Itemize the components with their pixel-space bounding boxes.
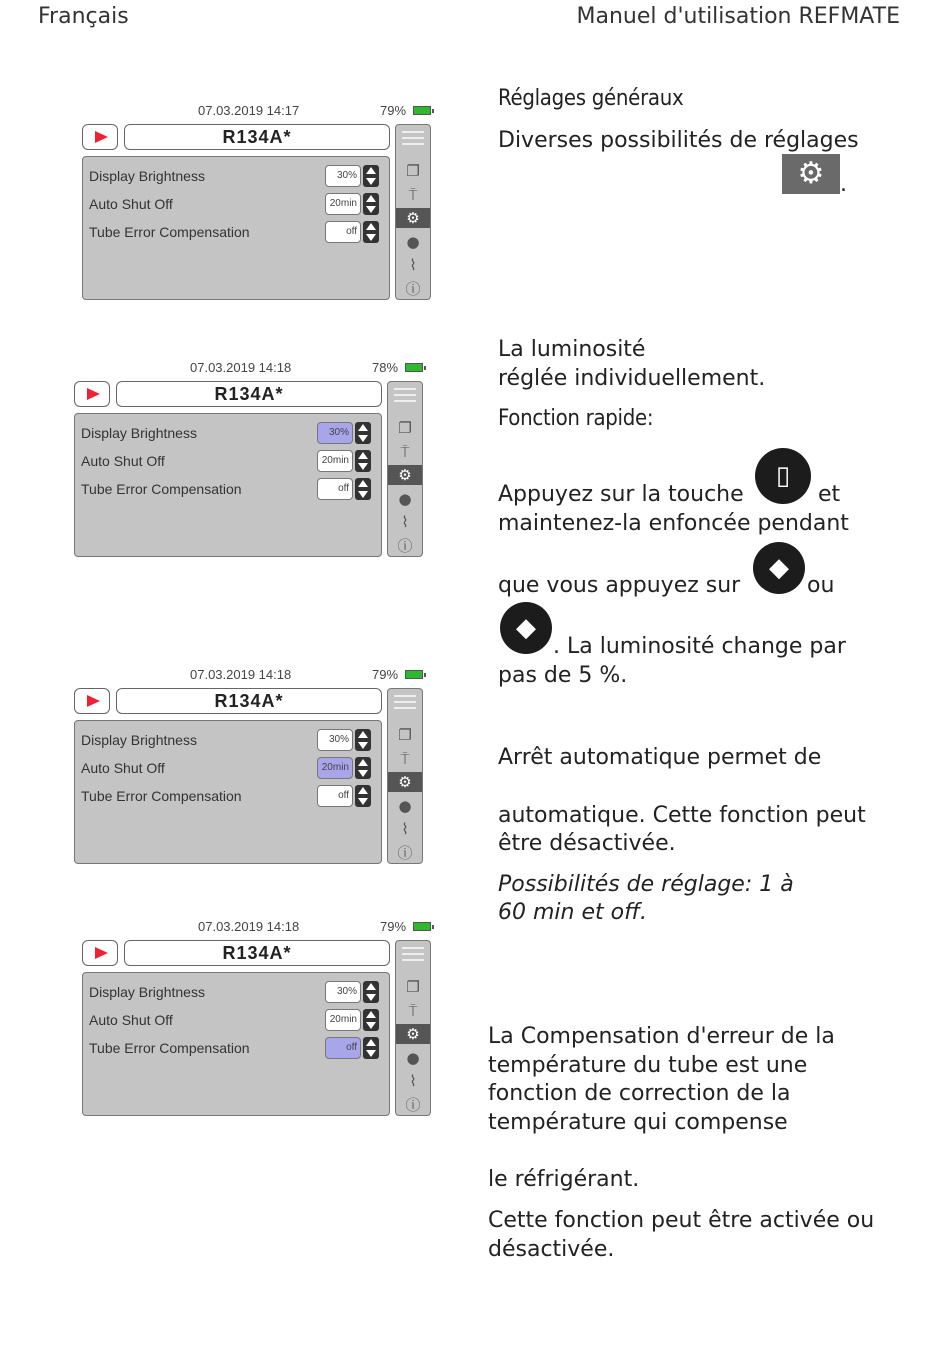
setting-value[interactable]: 30%	[325, 981, 361, 1003]
datetime: 07.03.2019 14:18	[190, 667, 292, 682]
quick-line-5: pas de 5 %.	[498, 663, 628, 688]
setting-label: Display Brightness	[81, 732, 197, 748]
setting-label: Auto Shut Off	[89, 196, 173, 212]
hose-icon[interactable]: ⌇	[401, 820, 409, 838]
setting-value[interactable]: 30%	[317, 422, 353, 444]
setting-value[interactable]: 20min	[325, 193, 361, 215]
setting-label: Display Brightness	[81, 425, 197, 441]
setting-value[interactable]: 20min	[317, 450, 353, 472]
general-settings-tail: .	[840, 172, 847, 197]
status-bar	[74, 359, 436, 377]
status-bar	[82, 918, 444, 936]
setting-row	[89, 165, 385, 187]
play-button[interactable]	[82, 124, 118, 150]
brightness-line-1: La luminosité	[498, 337, 646, 362]
setting-label: Tube Error Compensation	[89, 1040, 250, 1056]
autoshut-line-1: Arrêt automatique permet de	[498, 745, 822, 770]
sidebar	[395, 940, 431, 1116]
refrigerant-name: R134A*	[124, 940, 390, 966]
setting-value[interactable]: 30%	[317, 729, 353, 751]
pages-icon[interactable]: ❐	[406, 162, 420, 180]
general-settings-heading: Réglages généraux	[498, 86, 684, 111]
device-screen	[82, 102, 444, 312]
globe-icon[interactable]: ●	[398, 489, 412, 508]
device-screen	[82, 918, 444, 1128]
quick-line-4: . La luminosité change par	[553, 634, 846, 659]
setting-label: Display Brightness	[89, 168, 205, 184]
battery-icon	[413, 922, 431, 931]
setting-label: Auto Shut Off	[81, 760, 165, 776]
setting-value[interactable]: off	[325, 1037, 361, 1059]
setting-value[interactable]: off	[317, 478, 353, 500]
battery-percent: 78%	[372, 360, 399, 375]
setting-row	[89, 1037, 385, 1059]
spinner-arrows-icon[interactable]	[363, 193, 379, 215]
comp-line-3: fonction de correction de la	[488, 1081, 791, 1106]
globe-icon[interactable]: ●	[406, 1048, 420, 1067]
setting-label: Tube Error Compensation	[81, 788, 242, 804]
spinner-arrows-icon[interactable]	[363, 165, 379, 187]
settings-panel	[74, 413, 382, 557]
spinner-arrows-icon[interactable]	[355, 422, 371, 444]
arrow-up-down-icon: ◆	[753, 542, 805, 594]
info-icon[interactable]: ⓘ	[405, 279, 421, 298]
info-icon[interactable]: ⓘ	[397, 843, 413, 862]
datetime: 07.03.2019 14:18	[190, 360, 292, 375]
spinner-arrows-icon[interactable]	[363, 1009, 379, 1031]
spinner-arrows-icon[interactable]	[363, 981, 379, 1003]
spinner-arrows-icon[interactable]	[363, 221, 379, 243]
battery-percent: 79%	[380, 919, 407, 934]
menu-icon[interactable]	[394, 388, 416, 402]
range-line-1: Possibilités de réglage: 1 à	[498, 872, 794, 897]
quick-line-1a: Appuyez sur la touche	[498, 482, 744, 507]
refrigerant-name: R134A*	[116, 688, 382, 714]
comp-line-5: le réfrigérant.	[488, 1167, 640, 1192]
menu-icon[interactable]	[402, 131, 424, 145]
globe-icon[interactable]: ●	[398, 796, 412, 815]
status-bar	[82, 102, 444, 120]
setting-value[interactable]: off	[317, 785, 353, 807]
range-line-2: 60 min et off.	[498, 900, 647, 925]
spinner-arrows-icon[interactable]	[355, 478, 371, 500]
menu-icon[interactable]	[402, 947, 424, 961]
pages-icon[interactable]: ❐	[406, 978, 420, 996]
antenna-icon[interactable]: ⍑	[408, 1001, 418, 1020]
spinner-arrows-icon[interactable]	[355, 729, 371, 751]
battery-icon	[413, 106, 431, 115]
setting-row	[89, 221, 385, 243]
info-icon[interactable]: ⓘ	[405, 1095, 421, 1114]
setting-row	[81, 757, 377, 779]
settings-gear-icon: ⚙	[782, 154, 840, 194]
gear-icon[interactable]: ⚙	[388, 465, 422, 485]
quick-line-2: maintenez-la enfoncée pendant	[498, 511, 849, 536]
hose-icon[interactable]: ⌇	[409, 256, 417, 274]
quick-function-heading: Fonction rapide:	[498, 406, 654, 431]
settings-panel	[82, 156, 390, 300]
quick-line-1b: et	[818, 482, 841, 507]
sidebar	[387, 381, 423, 557]
setting-value[interactable]: off	[325, 221, 361, 243]
quick-line-3b: ou	[807, 573, 835, 598]
settings-panel	[74, 720, 382, 864]
setting-label: Display Brightness	[89, 984, 205, 1000]
battery-percent: 79%	[372, 667, 399, 682]
info-icon[interactable]: ⓘ	[397, 536, 413, 555]
setting-row	[81, 785, 377, 807]
play-button[interactable]	[74, 381, 110, 407]
comp-line-2: température du tube est une	[488, 1053, 808, 1078]
setting-row	[81, 478, 377, 500]
quick-line-3a: que vous appuyez sur	[498, 573, 741, 598]
spinner-arrows-icon[interactable]	[355, 757, 371, 779]
setting-label: Auto Shut Off	[81, 453, 165, 469]
setting-row	[81, 450, 377, 472]
gear-icon[interactable]: ⚙	[396, 208, 430, 228]
spinner-arrows-icon[interactable]	[355, 450, 371, 472]
language-label: Français	[38, 4, 129, 29]
antenna-icon[interactable]: ⍑	[400, 749, 410, 768]
setting-value[interactable]: 20min	[317, 757, 353, 779]
play-button[interactable]	[74, 688, 110, 714]
setting-row	[89, 1009, 385, 1031]
antenna-icon[interactable]: ⍑	[400, 442, 410, 461]
autoshut-line-2: automatique. Cette fonction peut	[498, 803, 866, 828]
battery-percent: 79%	[380, 103, 407, 118]
antenna-icon[interactable]: ⍑	[408, 185, 418, 204]
hose-icon[interactable]: ⌇	[409, 1072, 417, 1090]
device-screen	[74, 666, 436, 876]
gear-icon[interactable]: ⚙	[388, 772, 422, 792]
arrow-left-right-icon: ◆	[500, 602, 552, 654]
setting-row	[89, 981, 385, 1003]
battery-icon	[405, 363, 423, 372]
pages-button-icon: ▯	[755, 448, 811, 504]
settings-panel	[82, 972, 390, 1116]
brightness-line-2: réglée individuellement.	[498, 366, 766, 391]
datetime: 07.03.2019 14:18	[198, 919, 300, 934]
pages-icon[interactable]: ❐	[398, 726, 412, 744]
setting-row	[89, 193, 385, 215]
sidebar	[387, 688, 423, 864]
status-bar	[74, 666, 436, 684]
gear-icon[interactable]: ⚙	[396, 1024, 430, 1044]
autoshut-line-3: être désactivée.	[498, 831, 676, 856]
setting-label: Auto Shut Off	[89, 1012, 173, 1028]
general-settings-body: Diverses possibilités de réglages	[498, 128, 859, 153]
menu-icon[interactable]	[394, 695, 416, 709]
setting-label: Tube Error Compensation	[89, 224, 250, 240]
comp-line-4: température qui compense	[488, 1110, 788, 1135]
hose-icon[interactable]: ⌇	[401, 513, 409, 531]
refrigerant-name: R134A*	[116, 381, 382, 407]
setting-value[interactable]: 30%	[325, 165, 361, 187]
refrigerant-name: R134A*	[124, 124, 390, 150]
play-button[interactable]	[82, 940, 118, 966]
spinner-arrows-icon[interactable]	[363, 1037, 379, 1059]
setting-row	[81, 729, 377, 751]
device-screen	[74, 359, 436, 569]
pages-icon[interactable]: ❐	[398, 419, 412, 437]
comp-line-1: La Compensation d'erreur de la	[488, 1024, 835, 1049]
datetime: 07.03.2019 14:17	[198, 103, 300, 118]
setting-label: Tube Error Compensation	[81, 481, 242, 497]
globe-icon[interactable]: ●	[406, 232, 420, 251]
spinner-arrows-icon[interactable]	[355, 785, 371, 807]
comp-line-7: désactivée.	[488, 1237, 615, 1262]
setting-value[interactable]: 20min	[325, 1009, 361, 1031]
sidebar	[395, 124, 431, 300]
comp-line-6: Cette fonction peut être activée ou	[488, 1208, 875, 1233]
manual-title: Manuel d'utilisation REFMATE	[576, 4, 900, 29]
battery-icon	[405, 670, 423, 679]
setting-row	[81, 422, 377, 444]
